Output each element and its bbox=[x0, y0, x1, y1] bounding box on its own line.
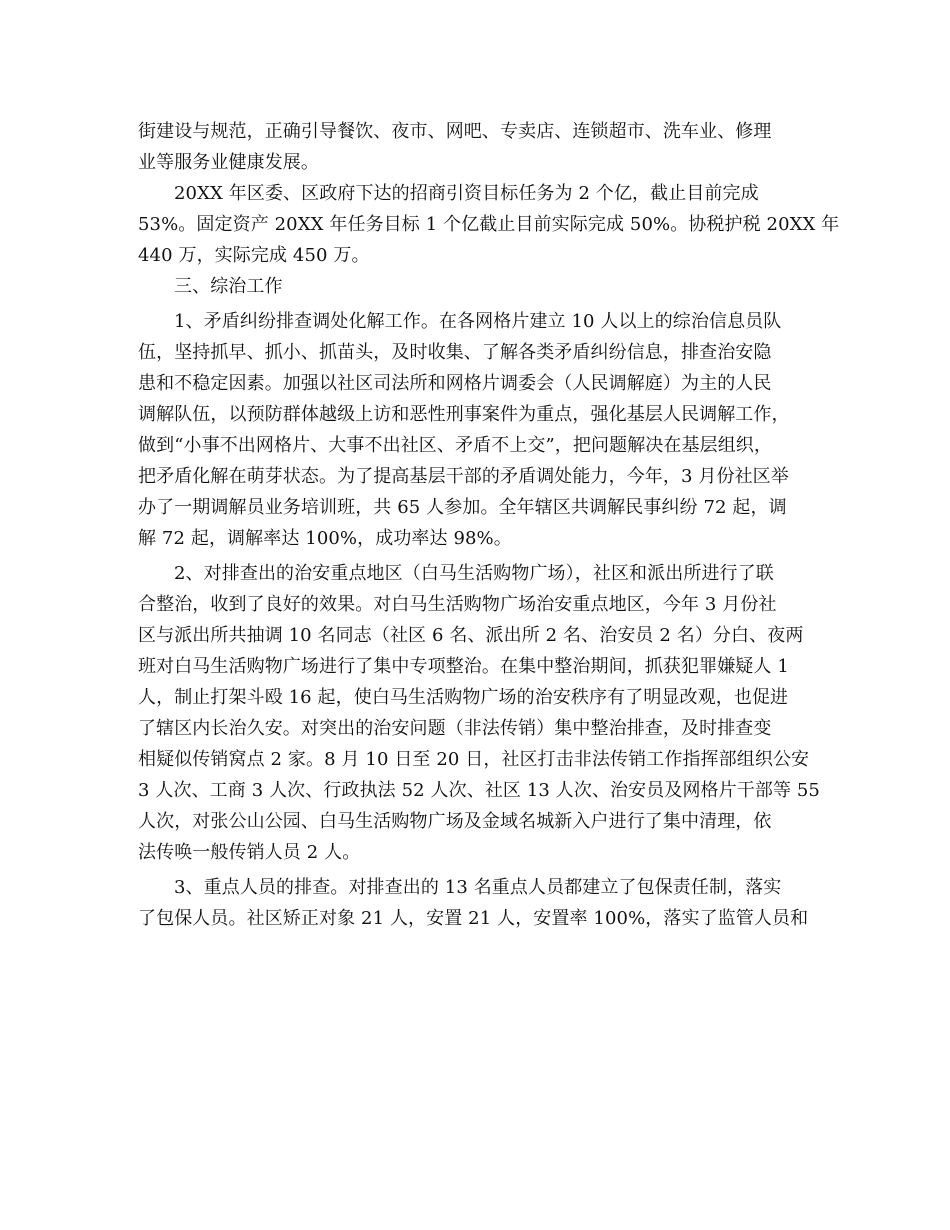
text-line: 调解队伍，以预防群体越级上访和恶性刑事案件为重点，强化基层人民调解工作， bbox=[138, 404, 790, 425]
text-line: 把矛盾化解在萌芽状态。为了提高基层干部的矛盾调处能力，今年，3 月份社区举 bbox=[138, 466, 789, 487]
text-line: 业等服务业健康发展。 bbox=[138, 152, 319, 173]
text-line: 区与派出所共抽调 10 名同志（社区 6 名、派出所 2 名、治安员 2 名）分白、夜两 bbox=[138, 625, 804, 646]
text-line: 合整治，收到了良好的效果。对白马生活购物广场治安重点地区，今年 3 月份社 bbox=[138, 594, 777, 615]
text-line: 患和不稳定因素。加强以社区司法所和网格片调委会（人民调解庭）为主的人民 bbox=[138, 373, 772, 394]
text-line: 了辖区内长治久安。对突出的治安问题（非法传销）集中整治排查，及时排查变 bbox=[138, 718, 772, 739]
text-line: 440 万，实际完成 450 万。 bbox=[138, 245, 370, 266]
text-line: 相疑似传销窝点 2 家。8 月 10 日至 20 日，社区打击非法传销工作指挥部组织公安 bbox=[138, 749, 810, 770]
text-line: 办了一期调解员业务培训班，共 65 人参加。全年辖区共调解民事纠纷 72 起，调 bbox=[138, 497, 787, 518]
section-heading bbox=[138, 271, 812, 302]
paragraph bbox=[138, 178, 840, 271]
text-line: 做到“小事不出网格片、大事不出社区、矛盾不上交”，把问题解决在基层组织， bbox=[138, 435, 773, 456]
text-line: 解 72 起，调解率达 100%，成功率达 98%。 bbox=[138, 528, 512, 549]
text-line: 了包保人员。社区矫正对象 21 人，安置 21 人，安置率 100%，落实了监管人员和 bbox=[138, 908, 809, 929]
text-line: 2、对排查出的治安重点地区（白马生活购物广场），社区和派出所进行了联 bbox=[174, 563, 774, 584]
text-line: 3 人次、工商 3 人次、行政执法 52 人次、社区 13 人次、治安员及网格片干部等 55 bbox=[138, 780, 820, 801]
paragraph bbox=[138, 306, 812, 554]
text-line: 1、矛盾纠纷排查调处化解工作。在各网格片建立 10 人以上的综治信息员队 bbox=[174, 311, 782, 332]
text-line: 人次，对张公山公园、白马生活购物广场及金域名城新入户进行了集中清理，依 bbox=[138, 811, 772, 832]
text-line: 人，制止打架斗殴 16 起，使白马生活购物广场的治安秩序有了明显改观，也促进 bbox=[138, 687, 789, 708]
text-line: 班对白马生活购物广场进行了集中专项整治。在集中整治期间，抓获犯罪嫌疑人 1 bbox=[138, 656, 789, 677]
text-line: 53%。固定资产 20XX 年任务目标 1 个亿截止目前实际完成 50%。协税护税 20XX 年 bbox=[138, 214, 840, 235]
paragraph bbox=[138, 558, 820, 868]
text-line: 伍，坚持抓早、抓小、抓苗头，及时收集、了解各类矛盾纠纷信息，排查治安隐 bbox=[138, 342, 772, 363]
paragraph bbox=[138, 116, 812, 178]
document-body bbox=[138, 116, 840, 934]
text-line: 法传唤一般传销人员 2 人。 bbox=[138, 842, 361, 863]
text-line: 3、重点人员的排查。对排查出的 13 名重点人员都建立了包保责任制，落实 bbox=[174, 877, 782, 898]
text-line: 20XX 年区委、区政府下达的招商引资目标任务为 2 个亿，截止目前完成 bbox=[174, 183, 759, 204]
paragraph bbox=[138, 872, 812, 934]
heading-text: 三、综治工作 bbox=[174, 276, 283, 297]
text-line: 街建设与规范，正确引导餐饮、夜市、网吧、专卖店、连锁超市、洗车业、修理 bbox=[138, 121, 772, 142]
